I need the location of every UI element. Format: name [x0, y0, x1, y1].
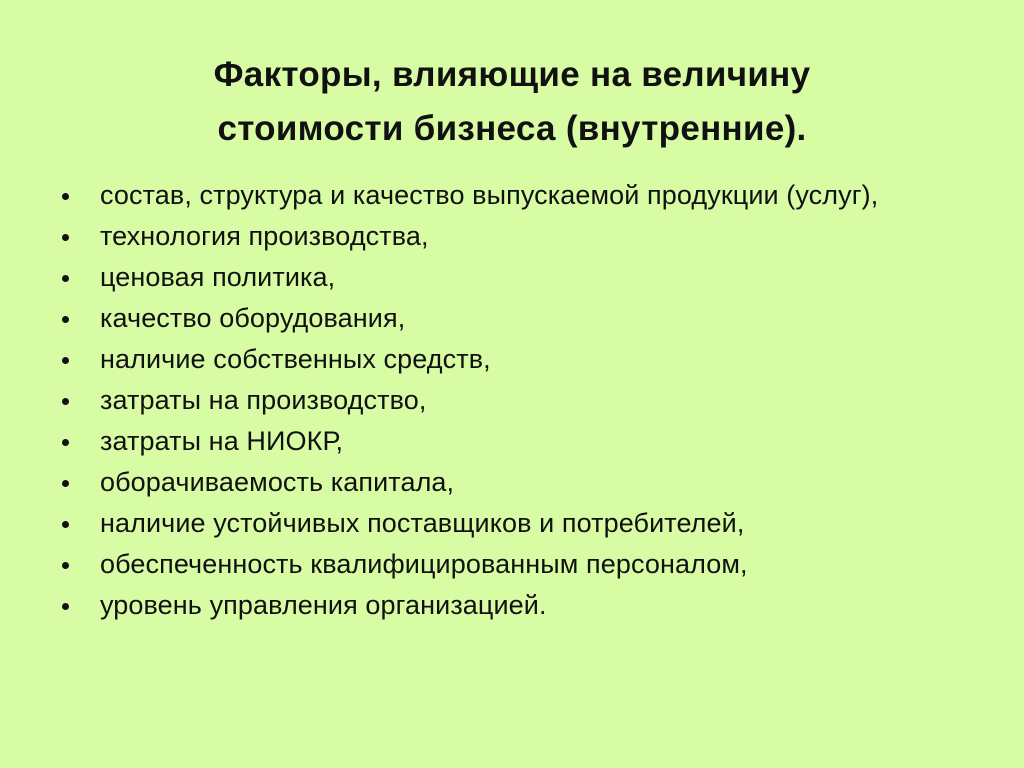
bullet-dot-icon [62, 480, 69, 487]
bullet-dot-icon [62, 193, 69, 200]
title-line-2: стоимости бизнеса (внутренние). [217, 109, 807, 148]
bullet-dot-icon [62, 234, 69, 241]
bullet-dot-icon [62, 439, 69, 446]
bullet-item [60, 385, 980, 416]
bullet-text: наличие устойчивых поставщиков и потребителей, [100, 508, 745, 538]
bullet-text: обеспеченность квалифицированным персоналом, [100, 549, 748, 579]
bullet-item [60, 344, 980, 375]
bullet-item [60, 508, 980, 539]
bullet-item [60, 549, 980, 580]
bullet-dot-icon [62, 398, 69, 405]
bullet-list [60, 180, 980, 631]
bullet-dot-icon [62, 603, 69, 610]
bullet-item [60, 426, 980, 457]
bullet-text: ценовая политика, [100, 262, 336, 292]
bullet-item [60, 221, 980, 252]
bullet-text: состав, структура и качество выпускаемой продукции (услуг), [100, 180, 879, 210]
bullet-text: затраты на производство, [100, 385, 427, 415]
bullet-item [60, 180, 980, 211]
bullet-dot-icon [62, 521, 69, 528]
bullet-text: наличие собственных средств, [100, 344, 491, 374]
bullet-text: затраты на НИОКР, [100, 426, 344, 456]
title-line-1: Факторы, влияющие на величину [213, 55, 811, 94]
bullet-item [60, 590, 980, 621]
slide-title [60, 48, 964, 156]
bullet-item [60, 303, 980, 334]
bullet-dot-icon [62, 316, 69, 323]
bullet-text: оборачиваемость капитала, [100, 467, 455, 497]
bullet-dot-icon [62, 562, 69, 569]
bullet-text: технология производства, [100, 221, 429, 251]
bullet-text: качество оборудования, [100, 303, 406, 333]
bullet-text: уровень управления организацией. [100, 590, 547, 620]
bullet-dot-icon [62, 275, 69, 282]
bullet-item [60, 262, 980, 293]
bullet-item [60, 467, 980, 498]
bullet-dot-icon [62, 357, 69, 364]
